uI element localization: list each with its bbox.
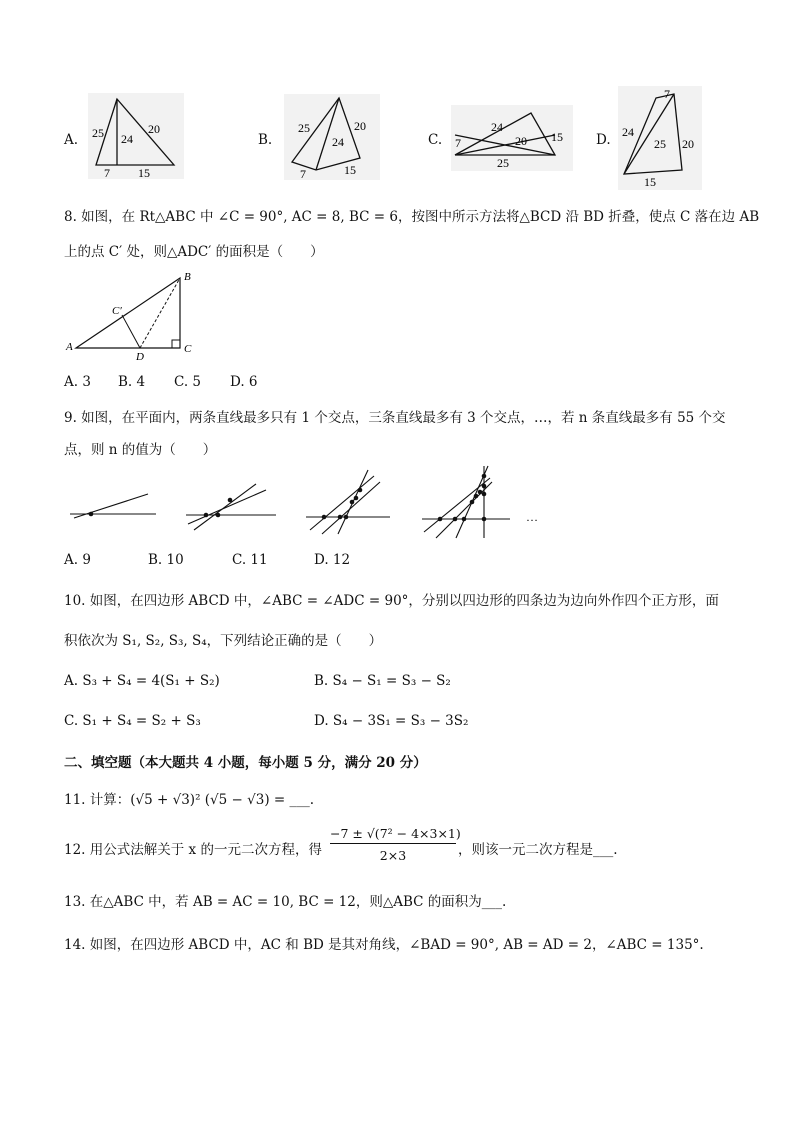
q7-c-side-15: 15: [551, 130, 563, 144]
q7-a-side-20: 20: [148, 122, 160, 136]
q8-option-a: A. 3: [64, 374, 91, 390]
q7-a-side-24: 24: [121, 132, 133, 146]
q14-text: 14. 如图，在四边形 ABCD 中，AC 和 BD 是其对角线，∠BAD = 90°, AB = AD = 2，∠ABC = 135°.: [64, 937, 704, 953]
q8-right-angle: [172, 340, 180, 348]
section2-title: 二、填空题（本大题共 4 小题，每小题 5 分，满分 20 分）: [64, 755, 427, 771]
q9-line1: 9. 如图，在平面内，两条直线最多只有 1 个交点，三条直线最多有 3 个交点，…，若 n 条直线最多有 55 个交: [64, 410, 726, 426]
q7-option-d-figure: [618, 86, 702, 190]
q7-d-side-24: 24: [622, 125, 634, 139]
q7-b-side-7: 7: [300, 167, 306, 180]
q7-a-side-7: 7: [104, 166, 110, 179]
q12-prefix: 12. 用公式法解关于 x 的一元二次方程，得: [64, 842, 322, 858]
q7-a-side-25: 25: [92, 126, 104, 140]
q8-option-b: B. 4: [118, 374, 146, 390]
q12-suffix: ，则该一元二次方程是___.: [458, 842, 618, 858]
q12-numerator: −7 ± √(7² − 4×3×1): [330, 826, 456, 844]
q9-option-c: C. 11: [232, 552, 268, 568]
q7-option-b-label: B.: [258, 132, 273, 148]
q8-figure: [64, 270, 204, 362]
q9-ellipsis: …: [526, 510, 538, 524]
q7-c-side-24: 24: [491, 120, 503, 134]
q8-segment-dc: [122, 315, 140, 348]
q8-fold-line-bd: [140, 278, 180, 348]
q7-option-a-figure: [88, 93, 184, 179]
q9-option-a: A. 9: [64, 552, 91, 568]
q8-label-d: D: [136, 351, 144, 362]
q8-label-a: A: [66, 341, 73, 353]
q7-d-side-20: 20: [682, 137, 694, 151]
q7-c-side-20: 20: [515, 134, 527, 148]
q8-option-d: D. 6: [230, 374, 258, 390]
q7-b-side-25: 25: [298, 121, 310, 135]
q7-d-side-7: 7: [664, 87, 670, 101]
q8-triangle-abc: [76, 278, 180, 348]
q8-label-cprime: C′: [112, 305, 122, 317]
q10-line1: 10. 如图，在四边形 ABCD 中，∠ABC = ∠ADC = 90°，分别以四边形的四条边为边向外作四个正方形，面: [64, 593, 719, 609]
q7-b-side-15: 15: [344, 163, 356, 177]
q7-option-c-label: C.: [428, 132, 443, 148]
q10-option-d: D. S₄ − 3S₁ = S₃ − 3S₂: [314, 713, 469, 729]
q8-line2: 上的点 C′ 处，则△ADC′ 的面积是（ ）: [64, 244, 324, 260]
q7-b-side-24: 24: [332, 135, 344, 149]
q7-option-a-label: A.: [64, 132, 79, 148]
q9-option-b: B. 10: [148, 552, 184, 568]
q7-b-side-20: 20: [354, 119, 366, 133]
q7-option-c-figure: [451, 105, 573, 171]
q7-option-d-label: D.: [596, 132, 611, 148]
q7-option-b-figure: [284, 94, 380, 180]
q7-a-side-15: 15: [138, 166, 150, 179]
q9-figure: [64, 462, 554, 544]
q9-option-d: D. 12: [314, 552, 351, 568]
q10-line2: 积依次为 S₁, S₂, S₃, S₄，下列结论正确的是（ ）: [64, 633, 383, 649]
q12-denominator: 2×3: [379, 848, 407, 863]
q10-option-a: A. S₃ + S₄ = 4(S₁ + S₂): [64, 673, 220, 689]
q8-label-c: C: [184, 343, 192, 355]
q7-c-side-25: 25: [497, 156, 509, 170]
q7-d-side-25: 25: [654, 137, 666, 151]
q11-text: 11. 计算：(√5 + √3)² (√5 − √3) = ___.: [64, 792, 315, 808]
q7-d-side-15: 15: [644, 175, 656, 189]
q9-line2: 点，则 n 的值为（ ）: [64, 442, 217, 458]
q8-line1: 8. 如图，在 Rt△ABC 中 ∠C = 90°, AC = 8, BC = 6，按图中所示方法将△BCD 沿 BD 折叠，使点 C 落在边 AB: [64, 209, 760, 225]
q10-option-c: C. S₁ + S₄ = S₂ + S₃: [64, 713, 201, 729]
q7-c-side-7: 7: [455, 136, 461, 150]
q13-text: 13. 在△ABC 中，若 AB = AC = 10, BC = 12，则△ABC 的面积为___.: [64, 894, 507, 910]
q8-option-c: C. 5: [174, 374, 202, 390]
q10-option-b: B. S₄ − S₁ = S₃ − S₂: [314, 673, 451, 689]
q8-label-b: B: [184, 271, 191, 283]
